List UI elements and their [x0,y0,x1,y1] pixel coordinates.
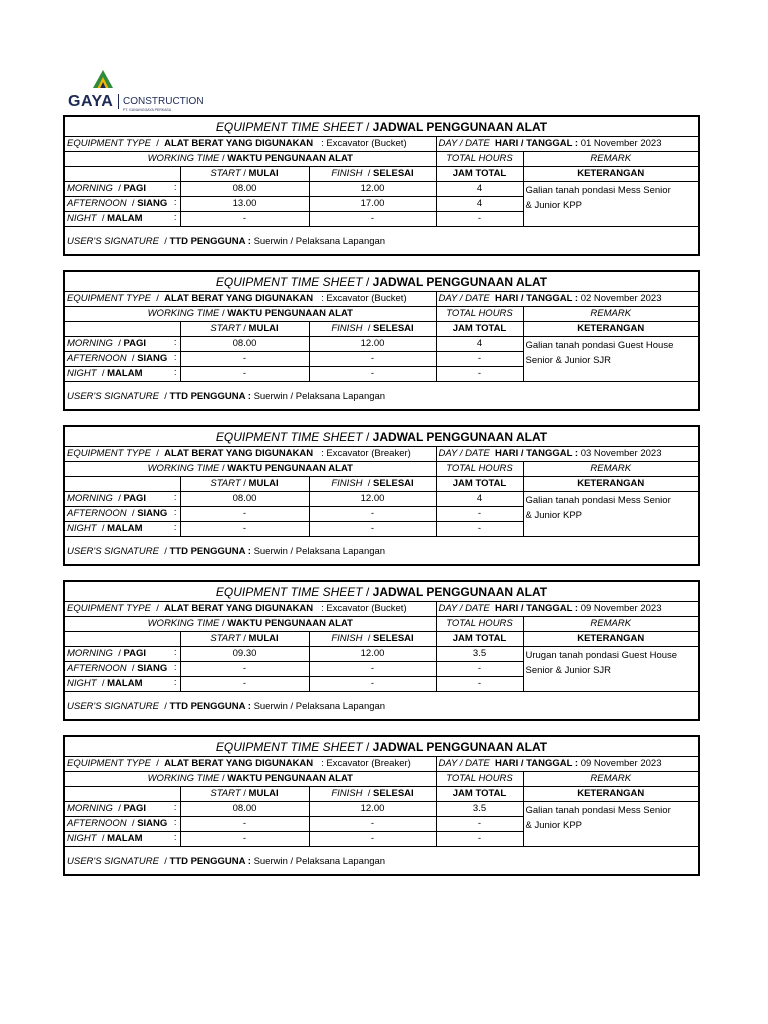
total-hours-header: TOTAL HOURS [436,617,523,632]
remark-cell [523,647,698,692]
sheet-title: EQUIPMENT TIME SHEET / JADWAL PENGGUNAAN ALAT [65,272,698,292]
morning-start: 08.00 [180,492,309,507]
night-label: NIGHT / MALAM : [65,367,180,382]
signature-value: Suerwin / Pelaksana Lapangan [253,390,386,402]
morning-start: 08.00 [180,802,309,817]
night-label: NIGHT / MALAM : [65,522,180,537]
afternoon-start: - [180,507,309,522]
keterangan-header: KETERANGAN [523,787,698,802]
afternoon-total: - [436,662,523,677]
night-total: - [436,367,523,382]
morning-label: MORNING / PAGI : [65,492,180,507]
remark-cell [523,337,698,382]
total-hours-header: TOTAL HOURS [436,772,523,787]
afternoon-total: - [436,817,523,832]
remark-cell [523,802,698,847]
user-signature-row: USER'S SIGNATURE / TTD PENGGUNA : Suerwin / Pelaksana Lapangan [65,847,698,877]
signature-value: Suerwin / Pelaksana Lapangan [253,855,386,867]
equipment-time-sheet-1 [63,115,700,256]
blank-header-cell [65,787,180,802]
sheet-title: EQUIPMENT TIME SHEET / JADWAL PENGGUNAAN ALAT [65,427,698,447]
morning-finish: 12.00 [309,802,436,817]
afternoon-finish: - [309,817,436,832]
start-header: START / MULAI [180,322,309,337]
date-cell: DAY / DATE HARI / TANGGAL : 02 November 2023 [436,292,698,307]
sheet-title: EQUIPMENT TIME SHEET / JADWAL PENGGUNAAN ALAT [65,737,698,757]
night-start: - [180,677,309,692]
remark-header: REMARK [523,152,698,167]
logo-brand: GAYA [68,93,114,110]
morning-total: 4 [436,492,523,507]
start-header: START / MULAI [180,787,309,802]
start-header: START / MULAI [180,477,309,492]
afternoon-finish: - [309,352,436,367]
remark-header: REMARK [523,307,698,322]
night-start: - [180,832,309,847]
date-cell: DAY / DATE HARI / TANGGAL : 09 November 2023 [436,757,698,772]
title-en: EQUIPMENT TIME SHEET [215,429,363,444]
remark-line-1: Galian tanah pondasi Guest House [525,340,674,351]
jam-total-header: JAM TOTAL [436,477,523,492]
remark-header: REMARK [523,617,698,632]
remark-line-2: Senior & Junior SJR [525,355,612,366]
logo-division: CONSTRUCTION [123,96,204,107]
finish-header: FINISH / SELESAI [309,322,436,337]
remark-line-2: & Junior KPP [525,200,582,211]
morning-row [65,802,698,817]
date-value: 01 November 2023 [580,138,662,149]
time-sheet-table [65,117,698,256]
equipment-value: : Excavator (Bucket) [321,603,407,614]
afternoon-finish: 17.00 [309,197,436,212]
equipment-value: : Excavator (Bucket) [321,293,407,304]
equipment-type-cell: EQUIPMENT TYPE / ALAT BERAT YANG DIGUNAKAN : Excavator (Bucket) [65,137,436,152]
remark-line-1: Galian tanah pondasi Mess Senior [525,185,671,196]
logo-legal-name: PT. GUNUNGGAYA PERKASA [123,108,172,112]
morning-row [65,337,698,352]
remark-line-1: Galian tanah pondasi Mess Senior [525,805,671,816]
total-hours-header: TOTAL HOURS [436,307,523,322]
afternoon-start: - [180,352,309,367]
title-en: EQUIPMENT TIME SHEET [215,584,363,599]
date-value: 09 November 2023 [580,758,662,769]
night-total: - [436,212,523,227]
equipment-type-cell: EQUIPMENT TYPE / ALAT BERAT YANG DIGUNAKAN : Excavator (Breaker) [65,757,436,772]
night-finish: - [309,367,436,382]
jam-total-header: JAM TOTAL [436,787,523,802]
afternoon-finish: - [309,507,436,522]
afternoon-start: - [180,817,309,832]
morning-total: 3.5 [436,647,523,662]
equipment-time-sheet-2 [63,270,700,411]
morning-finish: 12.00 [309,337,436,352]
afternoon-label: AFTERNOON / SIANG : [65,817,180,832]
morning-label: MORNING / PAGI : [65,647,180,662]
night-start: - [180,522,309,537]
title-id: JADWAL PENGGUNAAN ALAT [372,739,548,754]
morning-label: MORNING / PAGI : [65,337,180,352]
logo-divider [118,94,119,109]
night-total: - [436,522,523,537]
signature-value: Suerwin / Pelaksana Lapangan [253,700,386,712]
title-id: JADWAL PENGGUNAAN ALAT [372,119,548,134]
finish-header: FINISH / SELESAI [309,787,436,802]
time-sheet-table [65,737,698,876]
keterangan-header: KETERANGAN [523,477,698,492]
time-sheet-table [65,582,698,721]
night-label: NIGHT / MALAM : [65,212,180,227]
date-cell: DAY / DATE HARI / TANGGAL : 01 November 2023 [436,137,698,152]
jam-total-header: JAM TOTAL [436,322,523,337]
sheet-title: EQUIPMENT TIME SHEET / JADWAL PENGGUNAAN ALAT [65,117,698,137]
finish-header: FINISH / SELESAI [309,477,436,492]
night-finish: - [309,832,436,847]
user-signature-row: USER'S SIGNATURE / TTD PENGGUNA : Suerwin / Pelaksana Lapangan [65,227,698,257]
afternoon-start: - [180,662,309,677]
date-value: 03 November 2023 [580,448,662,459]
remark-line-1: Urugan tanah pondasi Guest House [525,650,678,661]
finish-header: FINISH / SELESAI [309,632,436,647]
morning-total: 4 [436,182,523,197]
working-time-header: WORKING TIME / WAKTU PENGUNAAN ALAT [65,462,436,477]
equipment-value: : Excavator (Breaker) [321,758,411,769]
title-en: EQUIPMENT TIME SHEET [215,274,363,289]
equipment-value: : Excavator (Breaker) [321,448,411,459]
remark-header: REMARK [523,772,698,787]
morning-start: 09.30 [180,647,309,662]
remark-cell [523,492,698,537]
afternoon-total: 4 [436,197,523,212]
blank-header-cell [65,322,180,337]
date-cell: DAY / DATE HARI / TANGGAL : 03 November 2023 [436,447,698,462]
equipment-type-cell: EQUIPMENT TYPE / ALAT BERAT YANG DIGUNAKAN : Excavator (Bucket) [65,602,436,617]
title-id: JADWAL PENGGUNAAN ALAT [372,429,548,444]
afternoon-total: - [436,352,523,367]
morning-total: 4 [436,337,523,352]
user-signature-row: USER'S SIGNATURE / TTD PENGGUNA : Suerwin / Pelaksana Lapangan [65,537,698,567]
morning-label: MORNING / PAGI : [65,182,180,197]
jam-total-header: JAM TOTAL [436,167,523,182]
start-header: START / MULAI [180,632,309,647]
working-time-header: WORKING TIME / WAKTU PENGUNAAN ALAT [65,152,436,167]
keterangan-header: KETERANGAN [523,632,698,647]
morning-start: 08.00 [180,182,309,197]
date-value: 02 November 2023 [580,293,662,304]
blank-header-cell [65,632,180,647]
afternoon-total: - [436,507,523,522]
signature-value: Suerwin / Pelaksana Lapangan [253,545,386,557]
night-finish: - [309,677,436,692]
signature-value: Suerwin / Pelaksana Lapangan [253,235,386,247]
night-start: - [180,367,309,382]
user-signature-row: USER'S SIGNATURE / TTD PENGGUNA : Suerwin / Pelaksana Lapangan [65,382,698,412]
morning-start: 08.00 [180,337,309,352]
title-id: JADWAL PENGGUNAAN ALAT [372,274,548,289]
blank-header-cell [65,167,180,182]
morning-row [65,182,698,197]
start-header: START / MULAI [180,167,309,182]
equipment-time-sheet-5 [63,735,700,876]
jam-total-header: JAM TOTAL [436,632,523,647]
equipment-time-sheet-3 [63,425,700,566]
morning-row [65,647,698,662]
working-time-header: WORKING TIME / WAKTU PENGUNAAN ALAT [65,307,436,322]
night-total: - [436,677,523,692]
finish-header: FINISH / SELESAI [309,167,436,182]
title-id: JADWAL PENGGUNAAN ALAT [372,584,548,599]
keterangan-header: KETERANGAN [523,167,698,182]
night-finish: - [309,522,436,537]
night-start: - [180,212,309,227]
title-en: EQUIPMENT TIME SHEET [215,119,363,134]
remark-cell [523,182,698,227]
afternoon-finish: - [309,662,436,677]
total-hours-header: TOTAL HOURS [436,152,523,167]
sheet-title: EQUIPMENT TIME SHEET / JADWAL PENGGUNAAN ALAT [65,582,698,602]
morning-finish: 12.00 [309,647,436,662]
morning-finish: 12.00 [309,182,436,197]
remark-line-1: Galian tanah pondasi Mess Senior [525,495,671,506]
working-time-header: WORKING TIME / WAKTU PENGUNAAN ALAT [65,617,436,632]
morning-total: 3.5 [436,802,523,817]
working-time-header: WORKING TIME / WAKTU PENGUNAAN ALAT [65,772,436,787]
remark-line-2: & Junior KPP [525,820,582,831]
equipment-type-cell: EQUIPMENT TYPE / ALAT BERAT YANG DIGUNAKAN : Excavator (Breaker) [65,447,436,462]
company-logo [66,70,204,114]
time-sheet-table [65,427,698,566]
afternoon-label: AFTERNOON / SIANG : [65,507,180,522]
gaya-logo-icon [90,70,116,92]
night-finish: - [309,212,436,227]
remark-header: REMARK [523,462,698,477]
afternoon-label: AFTERNOON / SIANG : [65,662,180,677]
morning-label: MORNING / PAGI : [65,802,180,817]
title-en: EQUIPMENT TIME SHEET [215,739,363,754]
afternoon-label: AFTERNOON / SIANG : [65,197,180,212]
equipment-value: : Excavator (Bucket) [321,138,407,149]
remark-line-2: Senior & Junior SJR [525,665,612,676]
date-value: 09 November 2023 [580,603,662,614]
equipment-type-cell: EQUIPMENT TYPE / ALAT BERAT YANG DIGUNAKAN : Excavator (Bucket) [65,292,436,307]
night-total: - [436,832,523,847]
date-cell: DAY / DATE HARI / TANGGAL : 09 November 2023 [436,602,698,617]
blank-header-cell [65,477,180,492]
total-hours-header: TOTAL HOURS [436,462,523,477]
afternoon-label: AFTERNOON / SIANG : [65,352,180,367]
night-label: NIGHT / MALAM : [65,677,180,692]
remark-line-2: & Junior KPP [525,510,582,521]
night-label: NIGHT / MALAM : [65,832,180,847]
keterangan-header: KETERANGAN [523,322,698,337]
morning-row [65,492,698,507]
user-signature-row: USER'S SIGNATURE / TTD PENGGUNA : Suerwin / Pelaksana Lapangan [65,692,698,722]
afternoon-start: 13.00 [180,197,309,212]
equipment-time-sheet-4 [63,580,700,721]
time-sheet-table [65,272,698,411]
morning-finish: 12.00 [309,492,436,507]
